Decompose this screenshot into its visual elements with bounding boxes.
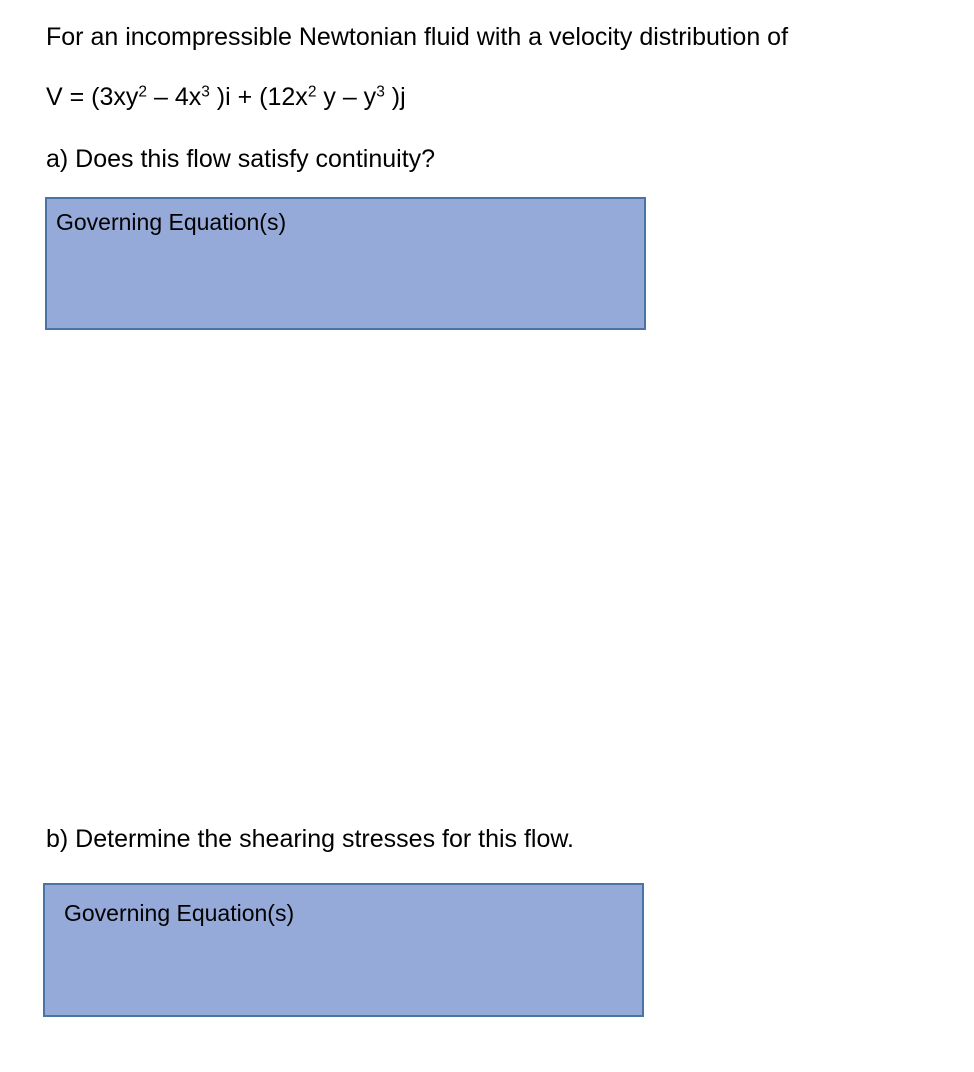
part-b-box-label: Governing Equation(s) xyxy=(64,900,295,926)
velocity-exponent-2: 3 xyxy=(201,83,210,101)
part-a-question: a) Does this flow satisfy continuity? xyxy=(46,145,436,173)
velocity-exponent-3: 2 xyxy=(307,83,317,101)
velocity-term-4: y – y xyxy=(316,83,377,111)
part-a-governing-equation-box[interactable] xyxy=(45,197,646,330)
part-b-governing-equation-box[interactable] xyxy=(43,883,644,1017)
part-a-box-label: Governing Equation(s) xyxy=(56,209,287,235)
velocity-term-3: )i + (12x xyxy=(209,83,308,111)
velocity-suffix: )j xyxy=(384,83,406,111)
velocity-exponent-4: 3 xyxy=(376,83,385,101)
velocity-term-2: – 4x xyxy=(147,83,202,111)
velocity-prefix: V = (3xy xyxy=(46,83,139,111)
problem-intro: For an incompressible Newtonian fluid with a velocity distribution of xyxy=(46,23,789,51)
velocity-equation xyxy=(46,82,406,112)
part-b-question: b) Determine the shearing stresses for this flow. xyxy=(46,825,575,853)
velocity-exponent-1: 2 xyxy=(138,83,148,101)
